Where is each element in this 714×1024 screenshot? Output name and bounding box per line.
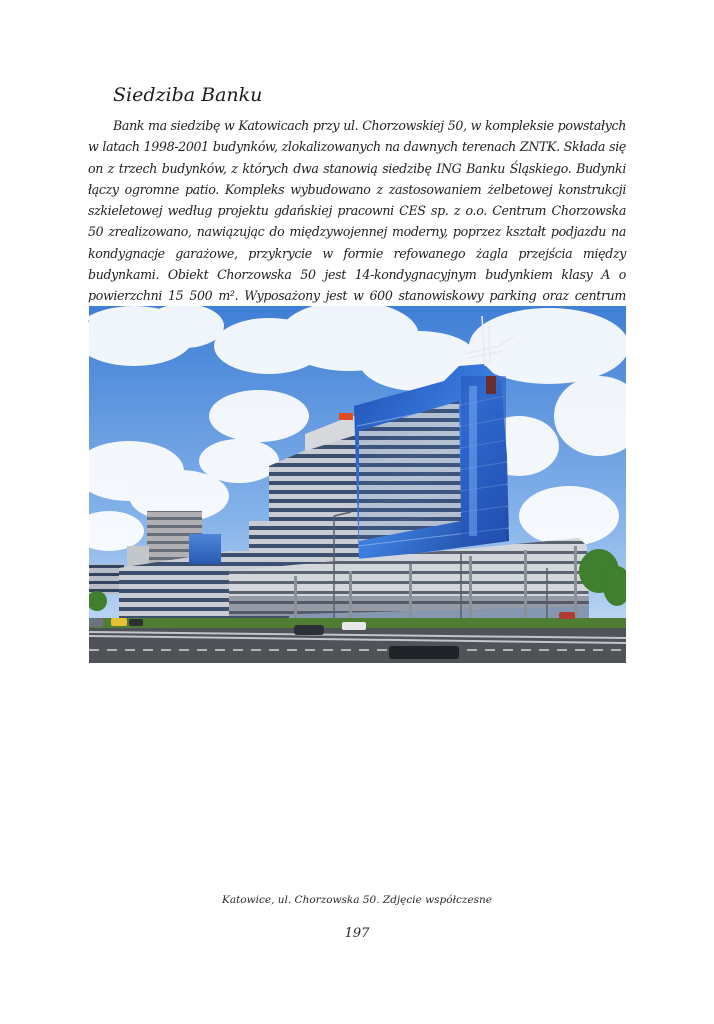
figure-caption: Katowice, ul. Chorzowska 50. Zdjęcie współczesne: [221, 894, 492, 906]
page-number: 197: [344, 926, 370, 941]
building-photo-illustration: [89, 306, 626, 663]
logo-sign: [339, 413, 353, 420]
far-building: [89, 564, 124, 594]
building-photo: [89, 306, 626, 663]
body-paragraph: Bank ma siedzibę w Katowicach przy ul. Chorzowskiej 50, w kompleksie powstałych w latach 1998-2001 budynków, zlokalizowanych na dawnych terenach ZNTK. Składa się on z trzech budynków, z których dwa stanowią siedzibę ING Banku Śląskiego. Budynki łączy ogromne patio. Kompleks wybudowano z zastosowaniem żelbetowej konstrukcji szkieletowej według projektu gdańskiej pracowni CES sp. z o.o. Centrum Chorzowska 50 zrealizowano, nawiązując do międzywojennej moderny, poprzez kształt podjazdu na kondygnacje garażowe, przykrycie w formie refowanego żagla przejścia między budynkami. Obiekt Chorzowska 50 jest 14-kondygnacyjnym budynkiem klasy A o powierzchni 15 500 m². Wyposażony jest w 600 stanowiskowy parking oraz centrum: [88, 118, 626, 304]
section-title: Siedziba Banku: [113, 84, 263, 106]
